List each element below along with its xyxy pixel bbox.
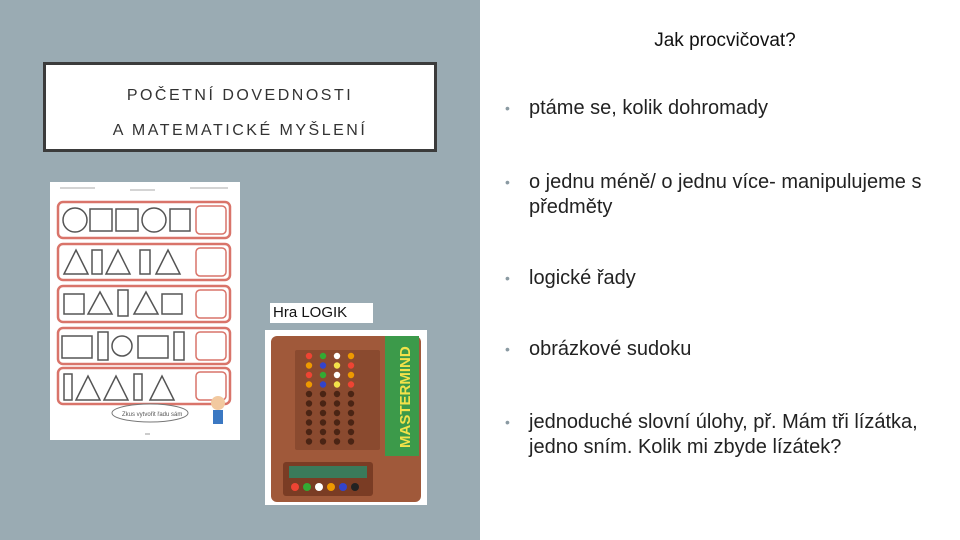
bullet-text: o jednu méně/ o jednu více- manipulujeme s předměty: [529, 171, 922, 218]
worksheet-caption: Zkus vytvořit řadu sám: [122, 412, 183, 418]
bullet-item: [505, 266, 945, 291]
bullet-item: [505, 96, 945, 121]
slide-heading: Jak procvičovat?: [654, 30, 796, 51]
title-line-1: POČETNÍ DOVEDNOSTI: [126, 87, 354, 104]
title-box: [43, 62, 437, 152]
bullet-text: logické řady: [529, 267, 636, 289]
bullet-text: jednoduché slovní úlohy, př. Mám tři lízátka, jedno sním. Kolik mi zbyde lízátek?: [529, 411, 918, 458]
game-label: Hra LOGIK: [270, 303, 373, 323]
bullet-text: ptáme se, kolik dohromady: [529, 97, 769, 119]
bullet-item: [505, 410, 945, 485]
bullet-dot: •: [505, 414, 510, 430]
bullet-dot: •: [505, 341, 510, 357]
bullet-dot: •: [505, 174, 510, 190]
worksheet-image: [50, 182, 240, 440]
game-brand: MASTERMIND: [397, 346, 414, 448]
bullet-text: obrázkové sudoku: [529, 338, 692, 360]
game-image: [265, 330, 427, 505]
bullet-dot: •: [505, 100, 510, 116]
title-line-2: A MATEMATICKÉ MYŠLENÍ: [112, 122, 368, 139]
bullet-item: [505, 170, 945, 220]
bullet-item: [505, 337, 945, 362]
bullet-dot: •: [505, 270, 510, 286]
